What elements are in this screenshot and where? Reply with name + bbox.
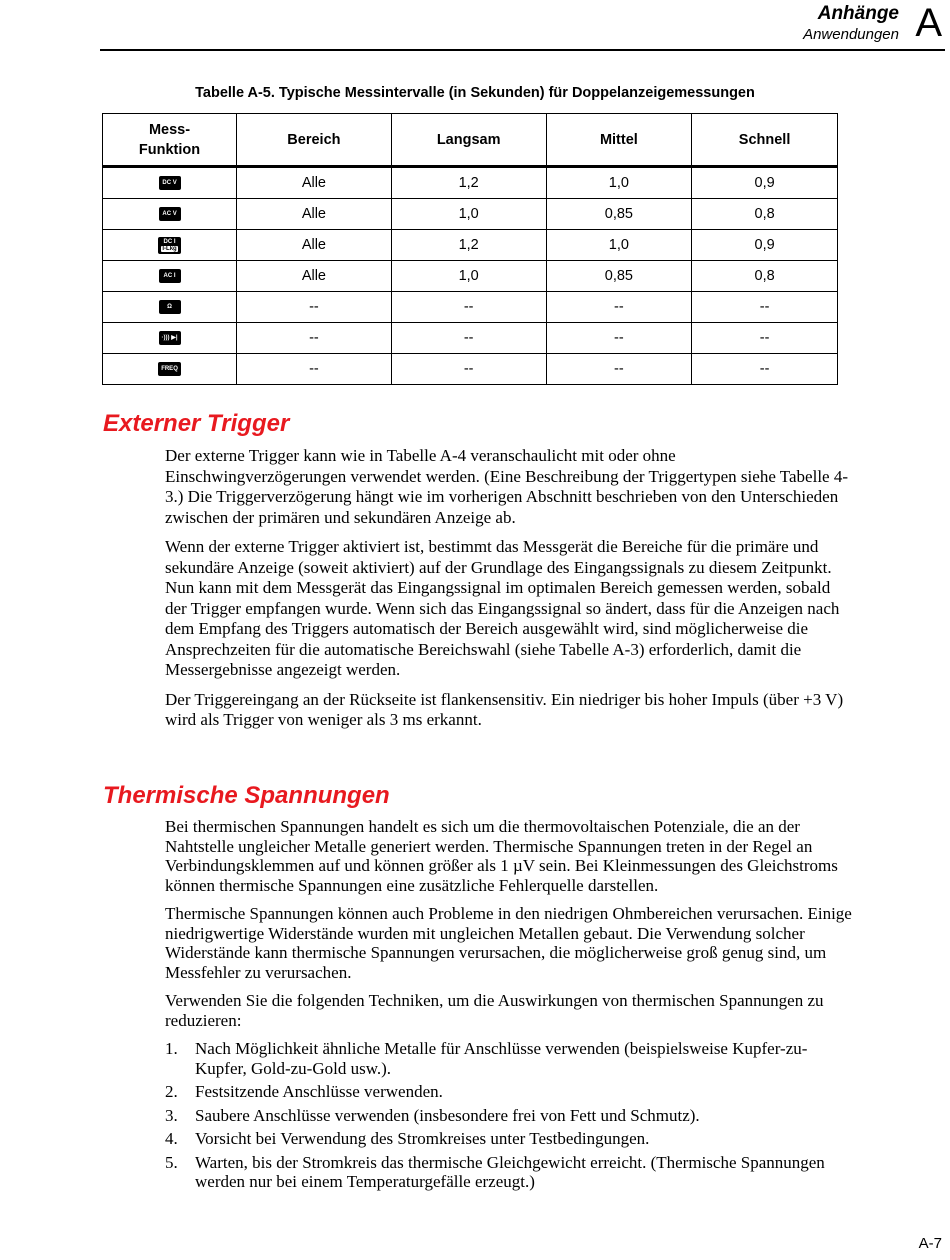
- mittel-cell: --: [546, 354, 692, 385]
- paragraph: Der Triggereingang an der Rückseite ist flankensensitiv. Ein niedriger bis hoher Impuls (über +3 V) wird als Trigger von weniger als 3 ms erkannt.: [165, 689, 844, 729]
- bereich-cell: Alle: [237, 167, 392, 199]
- bereich-cell: Alle: [237, 230, 392, 261]
- table-row: [103, 323, 838, 354]
- bereich-cell: Alle: [237, 199, 392, 230]
- table-caption: Tabelle A-5. Typische Messintervalle (in Sekunden) für Doppelanzeigemessungen: [195, 85, 755, 101]
- langsam-cell: 1,0: [391, 261, 546, 292]
- function-cell: [103, 261, 237, 292]
- mittel-cell: 0,85: [546, 199, 692, 230]
- function-cell: [103, 167, 237, 199]
- list-number: 1.: [165, 1039, 178, 1058]
- mittel-cell: 0,85: [546, 261, 692, 292]
- list-number: 4.: [165, 1129, 178, 1148]
- bereich-cell: --: [237, 292, 392, 323]
- header-langsam: Langsam: [391, 114, 546, 167]
- bereich-cell: Alle: [237, 261, 392, 292]
- table-header-row: [103, 114, 838, 167]
- mittel-cell: 1,0: [546, 230, 692, 261]
- paragraph: Verwenden Sie die folgenden Techniken, um die Auswirkungen von thermischen Spannungen zu reduzieren:: [165, 991, 824, 1030]
- header-bereich: Bereich: [237, 114, 392, 167]
- header-funktion: [103, 114, 237, 167]
- table-row: [103, 167, 838, 199]
- paragraph: Thermische Spannungen können auch Probleme in den niedrigen Ohmbereichen verursachen. Einige niedrigwertige Widerstände wurden mit ungleichen Metallen gebaut. Die Verwendung solcher Widerstände kann thermische Spannungen verursachen, die möglicherweise groß genug sind, um Messfehler zu verursachen.: [165, 904, 852, 982]
- table-row: [103, 354, 838, 385]
- page-number: A-7: [918, 1235, 942, 1252]
- table-row: [103, 292, 838, 323]
- ilkg-key-label: I-Lkg: [162, 245, 177, 252]
- section-title-externer-trigger: Externer Trigger: [103, 410, 290, 437]
- list-text: Nach Möglichkeit ähnliche Metalle für Anschlüsse verwenden (beispielsweise Kupfer-zu-Kupfer, Gold-zu-Gold usw.).: [195, 1039, 808, 1078]
- table-row: [103, 261, 838, 292]
- freq-key-icon: FREQ: [158, 362, 181, 376]
- langsam-cell: --: [391, 323, 546, 354]
- acv-key-icon: AC V: [159, 207, 181, 221]
- dcv-key-icon: DC V: [159, 176, 181, 190]
- list-number: 5.: [165, 1152, 178, 1172]
- function-cell: [103, 230, 237, 261]
- chapter-subtitle: Anwendungen: [803, 26, 899, 43]
- header-mittel: Mittel: [546, 114, 692, 167]
- mittel-cell: 1,0: [546, 167, 692, 199]
- ohm-key-icon: Ω: [159, 300, 181, 314]
- list-text: Saubere Anschlüsse verwenden (insbesondere frei von Fett und Schmutz).: [195, 1105, 700, 1125]
- section-body-thermische-spannungen: [165, 817, 855, 1196]
- schnell-cell: --: [692, 354, 838, 385]
- list-text: Warten, bis der Stromkreis das thermische Gleichgewicht erreicht. (Thermische Spannungen werden nur bei einem Temperaturgefälle erzeugt.): [195, 1152, 825, 1191]
- function-cell: [103, 199, 237, 230]
- schnell-cell: 0,8: [692, 261, 838, 292]
- list-item: [165, 1082, 855, 1102]
- table-row: [103, 199, 838, 230]
- langsam-cell: 1,0: [391, 199, 546, 230]
- schnell-cell: 0,9: [692, 167, 838, 199]
- langsam-cell: --: [391, 354, 546, 385]
- chapter-title: Anhänge: [817, 3, 899, 24]
- list-text: Festsitzende Anschlüsse verwenden.: [195, 1082, 443, 1101]
- bereich-cell: --: [237, 354, 392, 385]
- mittel-cell: --: [546, 292, 692, 323]
- langsam-cell: 1,2: [391, 230, 546, 261]
- measurement-interval-table: [102, 113, 838, 385]
- function-cell: [103, 292, 237, 323]
- paragraph: Wenn der externe Trigger aktiviert ist, bestimmt das Messgerät die Bereiche für die primäre und sekundäre Anzeige (soweit aktiviert) auf der Grundlage des Eingangssignals zu diesem Zeitpunkt. Nun kann mit dem Messgerät das Eingangssignal im optimalen Bereich gemessen werden, sobald der Trigger empfangen wurde. Wenn sich das Eingangssignal so ändert, dass für die Anzeigen nach dem Empfang des Triggers automatisch der Bereich ausgewählt wird, sind möglicherweise die Ansprechzeiten für die automatische Bereichswahl (siehe Tabelle A-3) erforderlich, damit die Messergebnisse angezeigt werden.: [165, 537, 840, 679]
- paragraph: Bei thermischen Spannungen handelt es sich um die thermovoltaischen Potenziale, die an der Nahtstelle ungleicher Metalle generiert werden. Thermische Spannungen treten in der Regel an Verbindungsklemmen auf und können größer als 1 µV sein. Bei Kleinmessungen des Gleichstroms können thermische Spannungen eine zusätzliche Fehlerquelle darstellen.: [165, 817, 838, 895]
- list-item: [165, 1129, 855, 1149]
- schnell-cell: --: [692, 292, 838, 323]
- technique-list: [165, 1039, 855, 1192]
- function-cell: [103, 354, 237, 385]
- header-funktion-line1: Mess-: [148, 121, 191, 138]
- list-item: [165, 1039, 855, 1078]
- section-body-externer-trigger: [165, 446, 855, 740]
- table-row: [103, 230, 838, 261]
- function-cell: [103, 323, 237, 354]
- section-title-thermische-spannungen: Thermische Spannungen: [103, 782, 390, 809]
- list-number: 2.: [165, 1082, 178, 1101]
- langsam-cell: 1,2: [391, 167, 546, 199]
- dci-key-icon: [158, 237, 180, 254]
- langsam-cell: --: [391, 292, 546, 323]
- schnell-cell: --: [692, 323, 838, 354]
- list-text: Vorsicht bei Verwendung des Stromkreises unter Testbedingungen.: [195, 1129, 650, 1148]
- dci-key-label: DC I: [163, 238, 176, 245]
- list-item: [165, 1106, 855, 1126]
- schnell-cell: 0,9: [692, 230, 838, 261]
- aci-key-icon: AC I: [159, 269, 181, 283]
- page-header: [100, 0, 945, 51]
- header-funktion-line2: Funktion: [138, 141, 201, 158]
- appendix-letter: A: [915, 1, 942, 45]
- schnell-cell: 0,8: [692, 199, 838, 230]
- list-item: [165, 1153, 855, 1192]
- list-number: 3.: [165, 1105, 178, 1125]
- diode-continuity-key-icon: ·))) ▶|: [159, 331, 181, 345]
- bereich-cell: --: [237, 323, 392, 354]
- header-schnell: Schnell: [692, 114, 838, 167]
- paragraph: Der externe Trigger kann wie in Tabelle A-4 veranschaulicht mit oder ohne Einschwingverzögerungen verwendet werden. (Eine Beschreibung der Triggertypen siehe Tabelle 4-3.) Die Triggerverzögerung hängt wie im vorherigen Abschnitt beschrieben von den Unterschieden zwischen der primären und sekundären Anzeige ab.: [165, 446, 848, 527]
- mittel-cell: --: [546, 323, 692, 354]
